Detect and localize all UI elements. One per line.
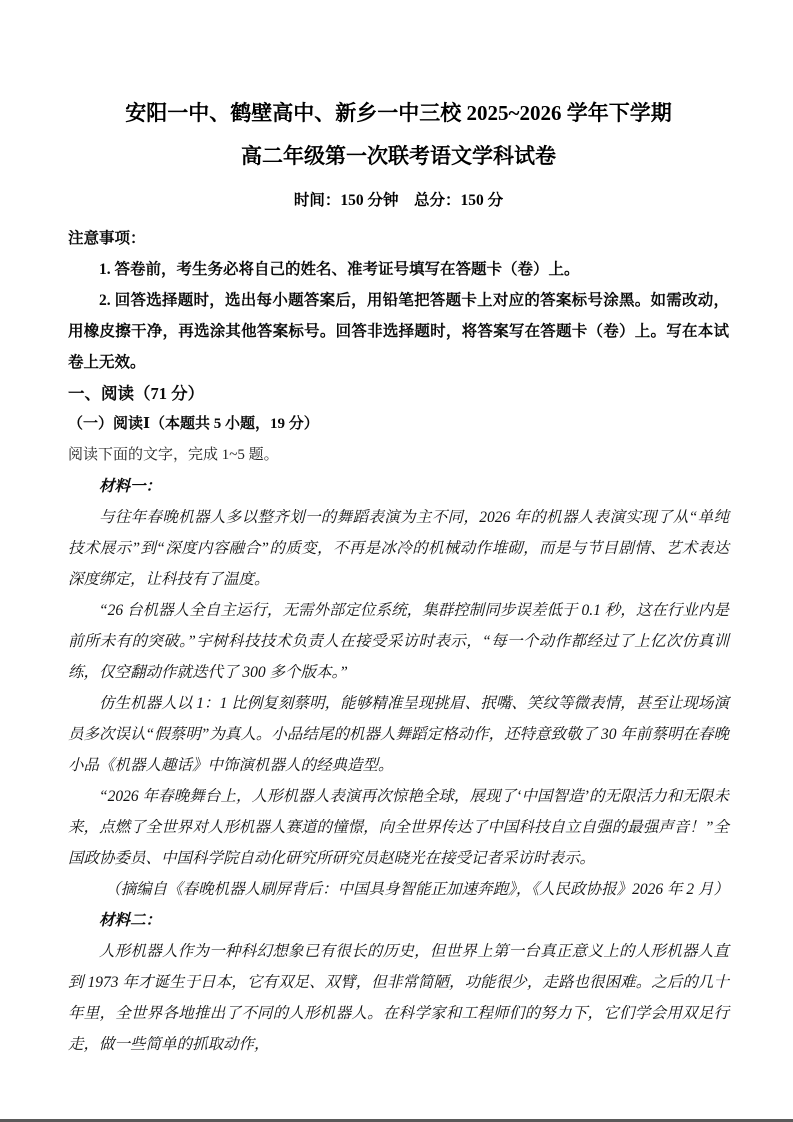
exam-title-line2: 高二年级第一次联考语文学科试卷: [241, 144, 556, 168]
reading-instruction: 阅读下面的文字，完成 1~5 题。: [68, 447, 279, 463]
exam-title-line1: 安阳一中、鹤壁高中、新乡一中三校 2025~2026 学年下学期: [125, 101, 672, 125]
section-heading-reading: 一、阅读（71 分）: [68, 384, 205, 403]
material1-paragraph-2: “26 台机器人全自主运行，无需外部定位系统，集群控制同步误差低于 0.1 秒，这在行业内是前所未有的突破。”宇树科技技术负责人在接受采访时表示，“每一个动作都经过了上亿次仿真训练，仅空翻动作就迭代了 300 多个版本。”: [68, 602, 729, 681]
material1-paragraph-1: 与往年春晚机器人多以整齐划一的舞蹈表演为主不同，2026 年的机器人表演实现了从“单纯技术展示”到“深度内容融合”的质变，不再是冰冷的机械动作堆砌，而是与节目剧情、艺术表达深度绑定，让科技有了温度。: [68, 509, 729, 588]
material1-label: 材料一：: [99, 478, 162, 495]
material2-paragraph-1: 人形机器人作为一种科幻想象已有很长的历史，但世界上第一台真正意义上的人形机器人直到 1973 年才诞生于日本，它有双足、双臂，但非常简陋，功能很少，走路也很困难。之后的几十年里，全世界各地推出了不同的人形机器人。在科学家和工程师们的努力下，它们学会用双足行走，做一些简单的抓取动作，: [68, 943, 729, 1053]
material1-paragraph-4: “2026 年春晚舞台上，人形机器人表演再次惊艳全球，展现了‘中国智造’的无限活力和无限未来，点燃了全世界对人形机器人赛道的憧憬，向全世界传达了中国科技自立自强的最强声音！”全国政协委员、中国科学院自动化研究所研究员赵晓光在接受记者采访时表示。: [68, 788, 729, 867]
notices-heading: 注意事项：: [68, 230, 146, 247]
material1-source: （摘编自《春晚机器人刷屏背后：中国具身智能正加速奔跑》，《人民政协报》2026 年 2 月）: [105, 881, 729, 898]
exam-time-total: 时间：150 分钟 总分：150 分: [293, 192, 504, 209]
notice-item-2: 2. 回答选择题时，选出每小题答案后，用铅笔把答题卡上对应的答案标号涂黑。如需改动，用橡皮擦干净，再选涂其他答案标号。回答非选择题时，将答案写在答题卡（卷）上。写在本试卷上无效。: [68, 292, 729, 371]
subsection-heading-reading1: （一）阅读Ⅰ（本题共 5 小题，19 分）: [68, 416, 319, 432]
material1-paragraph-3: 仿生机器人以 1：1 比例复刻蔡明，能够精准呈现挑眉、抿嘴、笑纹等微表情，甚至让现场演员多次误认“假蔡明”为真人。小品结尾的机器人舞蹈定格动作，还特意致敬了 30 年前蔡明在春晚小品《机器人趣话》中饰演机器人的经典造型。: [68, 695, 729, 774]
material2-label: 材料二：: [99, 912, 162, 929]
notice-item-1: 1. 答卷前，考生务必将自己的姓名、准考证号填写在答题卡（卷）上。: [99, 261, 580, 278]
exam-body: [68, 223, 729, 1060]
